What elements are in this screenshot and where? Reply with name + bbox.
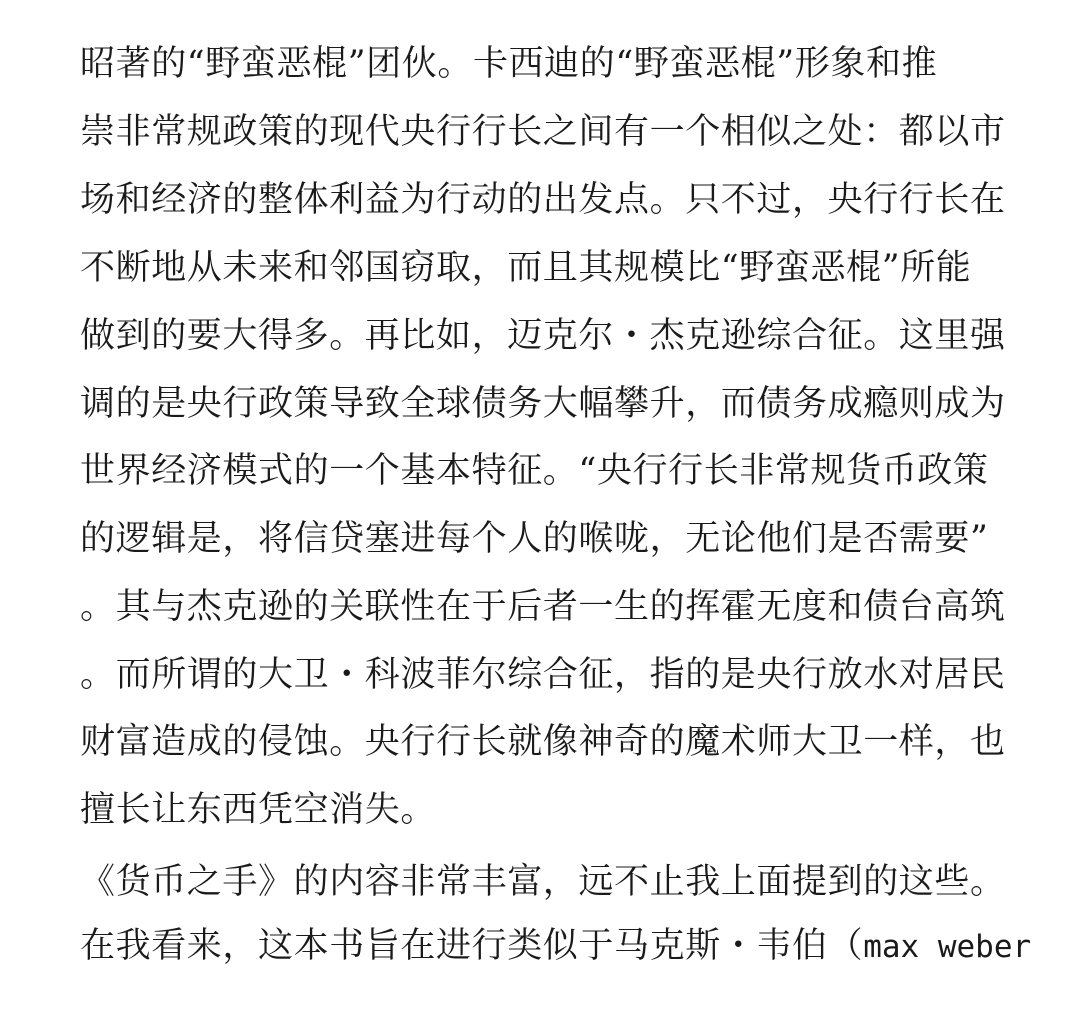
text-segment: 在我看来，这本书旨在进行类似于马克斯・韦伯（ xyxy=(80,926,864,966)
text-line-last xyxy=(80,912,1060,980)
text-line: 调的是央行政策导致全球债务大幅攀升，而债务成瘾则成为 xyxy=(80,384,1006,424)
text-line: 的逻辑是，将信贷塞进每个人的喉咙，无论他们是否需要” xyxy=(80,519,989,559)
text-line: 财富造成的侵蚀。央行行长就像神奇的魔术师大卫一样，也 xyxy=(80,722,1006,762)
text-line: 昭著的“野蛮恶棍”团伙。卡西迪的“野蛮恶棍”形象和推 xyxy=(80,44,938,84)
text-line: 不断地从未来和邻国窃取，而且其规模比“野蛮恶棍”所能 xyxy=(80,248,972,288)
text-line: 做到的要大得多。再比如，迈克尔・杰克逊综合征。这里强 xyxy=(80,316,1006,356)
text-line: 世界经济模式的一个基本特征。“央行行长非常规货币政策 xyxy=(80,451,989,491)
text-line: 《货币之手》的内容非常丰富，远不止我上面提到的这些。 xyxy=(80,862,1006,902)
text-line: 擅长让东西凭空消失。 xyxy=(80,790,437,830)
text-line: 。其与杰克逊的关联性在于后者一生的挥霍无度和债台高筑 xyxy=(80,587,1006,627)
text-line: 崇非常规政策的现代央行行长之间有一个相似之处：都以市 xyxy=(80,112,1006,152)
text-line: 。而所谓的大卫・科波菲尔综合征，指的是央行放水对居民 xyxy=(80,655,1006,695)
text-line: 场和经济的整体利益为行动的出发点。只不过，央行行长在 xyxy=(80,180,1006,220)
text-segment-latin: max weber xyxy=(863,929,1032,965)
